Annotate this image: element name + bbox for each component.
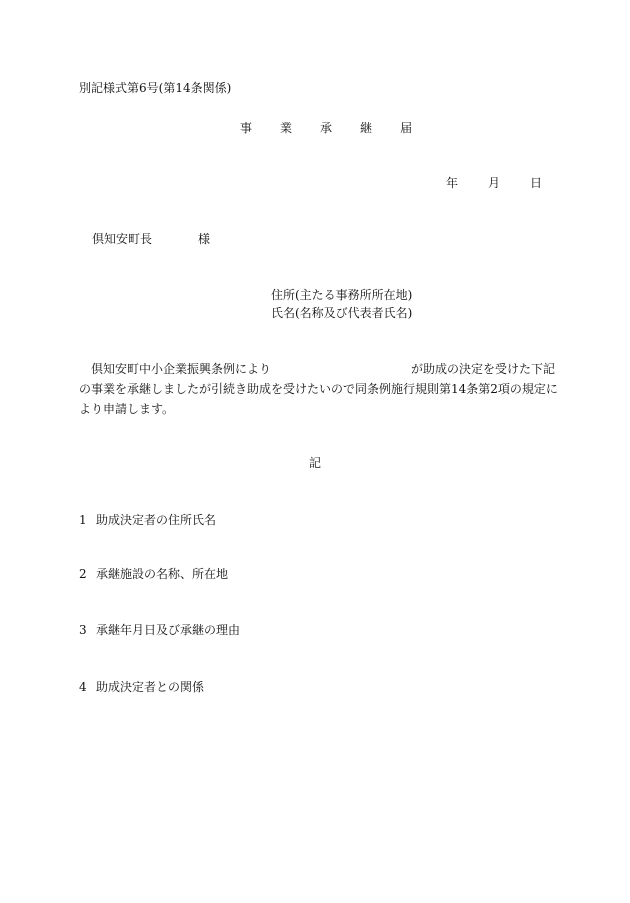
list-item bbox=[79, 566, 228, 582]
item-number: 2 bbox=[79, 567, 87, 581]
date-month: 月 bbox=[488, 176, 501, 190]
body-line-1-b: が助成の決定を受けた下記 bbox=[411, 362, 556, 376]
date-day: 日 bbox=[530, 176, 543, 190]
title-char: 継 bbox=[360, 121, 373, 135]
title-char: 届 bbox=[400, 121, 413, 135]
list-item bbox=[79, 512, 216, 528]
title-char: 業 bbox=[280, 121, 293, 135]
form-number: 別記様式第6号(第14条関係) bbox=[79, 81, 232, 95]
title-char: 承 bbox=[320, 121, 333, 135]
item-label: 助成決定者の住所氏名 bbox=[96, 513, 217, 527]
body-line-1-a: 倶知安町中小企業振興条例により bbox=[91, 362, 272, 376]
list-item bbox=[79, 622, 240, 638]
addressee bbox=[92, 231, 210, 247]
applicant-address-label: 住所(主たる事務所所在地) bbox=[271, 288, 413, 302]
applicant-name-label: 氏名(名称及び代表者氏名) bbox=[271, 306, 413, 320]
item-number: 3 bbox=[79, 623, 87, 637]
body-paragraph bbox=[79, 359, 558, 419]
ki-heading: 記 bbox=[309, 456, 322, 470]
item-label: 助成決定者との関係 bbox=[96, 680, 205, 694]
item-label: 承継施設の名称、所在地 bbox=[96, 567, 229, 581]
list-item bbox=[79, 679, 204, 695]
date-year: 年 bbox=[446, 176, 459, 190]
document-title bbox=[240, 120, 412, 136]
title-char: 事 bbox=[240, 121, 253, 135]
body-line-1 bbox=[79, 359, 555, 379]
item-number: 1 bbox=[79, 513, 87, 527]
body-line-3: より申請します。 bbox=[79, 402, 175, 416]
body-line-2: の事業を承継しましたが引続き助成を受けたいので同条例施行規則第14条第2項の規定に bbox=[79, 382, 558, 396]
item-label: 承継年月日及び承継の理由 bbox=[96, 623, 241, 637]
item-number: 4 bbox=[79, 680, 87, 694]
addressee-name: 倶知安町長 bbox=[92, 232, 153, 246]
addressee-honorific: 様 bbox=[198, 232, 211, 246]
date-line bbox=[446, 175, 542, 191]
